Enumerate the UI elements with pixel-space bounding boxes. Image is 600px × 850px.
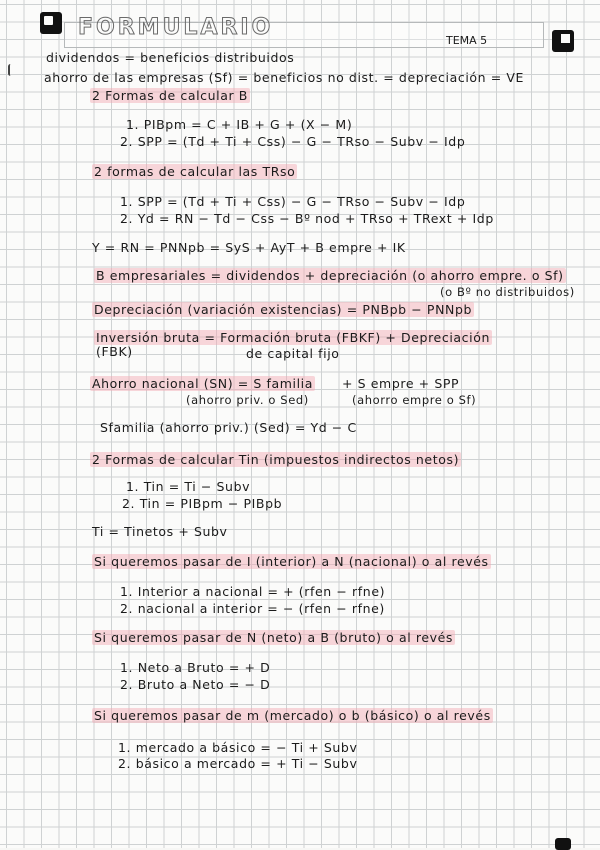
note-line	[120, 134, 465, 149]
note-line	[120, 660, 270, 675]
note-line	[96, 344, 133, 359]
note-text: 2. nacional a interior = − (rfen − rfne)	[120, 601, 385, 616]
note-line	[92, 164, 297, 179]
note-line	[342, 376, 459, 391]
note-line	[126, 479, 250, 494]
note-text: dividendos = beneficios distribuidos	[46, 50, 295, 65]
note-line	[92, 240, 406, 255]
note-text: Ti = Tinetos + Subv	[92, 524, 228, 539]
note-line	[92, 630, 455, 645]
note-line	[440, 285, 575, 299]
note-text: 2. Yd = RN − Td − Css − Bº nod + TRso + TRext + Idp	[120, 211, 494, 226]
corner-marker-top-right	[552, 30, 574, 52]
note-line	[44, 70, 524, 85]
note-text: 1. Interior a nacional = + (rfen − rfne)	[120, 584, 386, 599]
note-line	[92, 524, 228, 539]
note-line	[92, 708, 493, 723]
note-text: (FBK)	[96, 344, 133, 359]
note-line	[246, 346, 340, 361]
note-line	[126, 117, 352, 132]
note-text: B empresariales = dividendos + depreciación (o ahorro empre. o Sf)	[96, 268, 564, 283]
note-text: 2. SPP = (Td + Ti + Css) − G − TRso − Subv − Idp	[120, 134, 466, 149]
note-text: 1. SPP = (Td + Ti + Css) − G − TRso − Subv − Idp	[120, 194, 466, 209]
note-text: Si queremos pasar de m (mercado) o b (básico) o al revés	[94, 708, 491, 723]
note-text: 1. mercado a básico = − Ti + Subv	[118, 740, 358, 755]
topic-label: TEMA 5	[446, 34, 488, 47]
note-line	[120, 211, 494, 226]
corner-marker-top-left	[40, 12, 62, 34]
note-text: Si queremos pasar de I (interior) a N (nacional) o al revés	[94, 554, 489, 569]
note-text: + S empre + SPP	[342, 376, 460, 391]
note-text: Ahorro nacional (SN) = S familia	[92, 376, 314, 391]
note-text: 2. básico a mercado = + Ti − Subv	[118, 756, 358, 771]
note-line	[118, 740, 357, 755]
note-line	[100, 420, 357, 435]
note-text: ahorro de las empresas (Sf) = beneficios no dist. = depreciación = VE	[44, 70, 525, 85]
note-line	[186, 393, 309, 407]
note-line	[90, 88, 250, 103]
margin-mark	[8, 64, 13, 76]
page-title: FORMULARIO	[78, 15, 274, 40]
note-line	[122, 496, 282, 511]
note-line	[120, 194, 465, 209]
corner-marker-bottom-right	[555, 838, 571, 850]
note-line	[92, 302, 474, 317]
note-line	[120, 677, 270, 692]
note-text: Si queremos pasar de N (neto) a B (bruto) o al revés	[94, 630, 454, 645]
note-text: (ahorro priv. o Sed)	[186, 393, 309, 407]
note-text: (o Bº no distribuidos)	[440, 285, 575, 299]
note-text: de capital fijo	[246, 346, 340, 361]
note-line	[118, 756, 357, 771]
note-text: 2. Bruto a Neto = − D	[120, 677, 271, 692]
note-line	[120, 601, 385, 616]
note-text: 2 Formas de calcular B	[92, 88, 248, 103]
note-line	[92, 554, 491, 569]
note-line	[94, 330, 492, 345]
note-text: 2 Formas de calcular Tin (impuestos indirectos netos)	[92, 452, 460, 467]
note-text: Y = RN = PNNpb = SyS + AyT + B empre + IK	[92, 240, 406, 255]
note-line	[46, 50, 294, 65]
note-text: Depreciación (variación existencias) = PNBpb − PNNpb	[94, 302, 473, 317]
note-text: 2. Tin = PIBpm − PIBpb	[122, 496, 283, 511]
note-line	[90, 376, 315, 391]
note-text: 2 formas de calcular las TRso	[94, 164, 296, 179]
note-text: (ahorro empre o Sf)	[352, 393, 477, 407]
note-line	[90, 452, 461, 467]
note-text: 1. Neto a Bruto = + D	[120, 660, 271, 675]
note-line	[120, 584, 385, 599]
note-line	[352, 393, 476, 407]
note-text: Sfamilia (ahorro priv.) (Sed) = Yd − C	[100, 420, 357, 435]
note-text: 1. PIBpm = C + IB + G + (X − M)	[126, 117, 353, 132]
note-text: 1. Tin = Ti − Subv	[126, 479, 251, 494]
note-line	[94, 268, 566, 283]
note-text: Inversión bruta = Formación bruta (FBKF) + Depreciación	[96, 330, 490, 345]
